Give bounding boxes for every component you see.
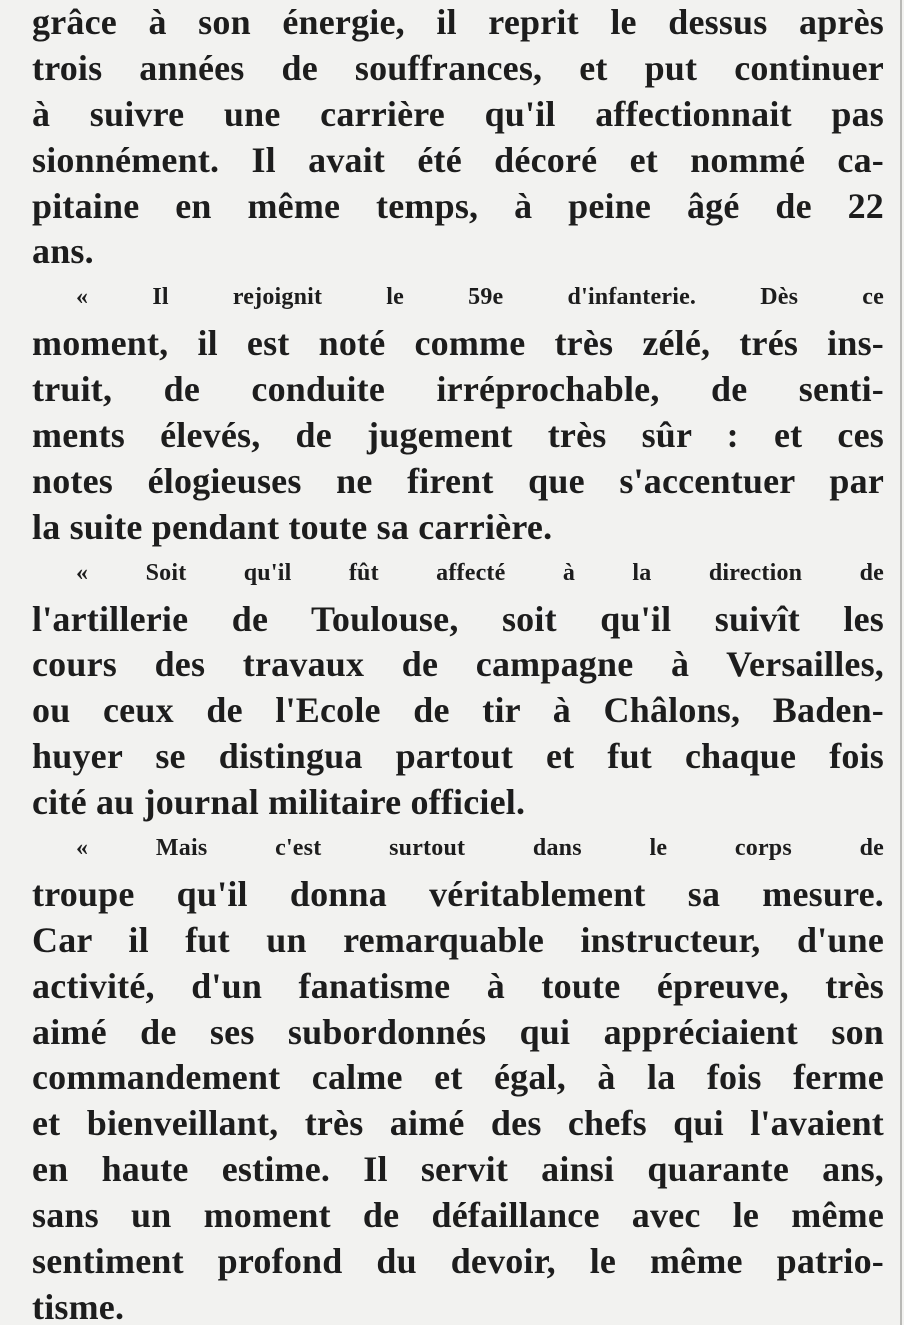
article-line: truit, de conduite irréprochable, de senti-	[32, 369, 884, 410]
article-line: et bienveillant, très aimé des chefs qui l'avaient	[32, 1103, 884, 1144]
article-line: pitaine en même temps, à peine âgé de 22	[32, 185, 884, 226]
article-line: huyer se distingua partout et fut chaque fois	[32, 736, 884, 777]
article-line: sans un moment de défaillance avec le même	[32, 1195, 884, 1236]
article-line: ments élevés, de jugement très sûr : et ces	[32, 415, 884, 456]
article-line: aimé de ses subordonnés qui appréciaient son	[32, 1011, 884, 1052]
article-line: commandement calme et égal, à la fois ferme	[32, 1057, 884, 1098]
article-line: sentiment profond du devoir, le même patrio-	[32, 1241, 884, 1282]
article-line: en haute estime. Il servit ainsi quarante ans,	[32, 1149, 884, 1190]
article-line: l'artillerie de Toulouse, soit qu'il suivît les	[32, 598, 884, 639]
article-line: grâce à son énergie, il reprit le dessus après	[32, 2, 884, 42]
article-line: ou ceux de l'Ecole de tir à Châlons, Baden-	[32, 690, 884, 731]
article-line: cours des travaux de campagne à Versailles,	[32, 644, 884, 685]
article-line: sionnément. Il avait été décoré et nommé ca-	[32, 139, 884, 180]
article-line: ans.	[32, 231, 94, 272]
column-rule	[900, 0, 902, 1325]
article-line: « Soit qu'il fût affecté à la direction de	[76, 559, 884, 586]
article-line: activité, d'un fanatisme à toute épreuve, très	[32, 965, 884, 1006]
article-line: notes élogieuses ne firent que s'accentuer par	[32, 460, 884, 501]
article-line: la suite pendant toute sa carrière.	[32, 506, 553, 547]
article-line: Car il fut un remarquable instructeur, d'une	[32, 919, 884, 960]
article-line: trois années de souffrances, et put continuer	[32, 47, 884, 88]
article-line: tisme.	[32, 1286, 125, 1325]
article-line: troupe qu'il donna véritablement sa mesure.	[32, 873, 884, 914]
article-column	[32, 0, 884, 1325]
article-line: « Mais c'est surtout dans le corps de	[76, 835, 884, 862]
article-line: à suivre une carrière qu'il affectionnait pas	[32, 93, 884, 134]
article-line: cité au journal militaire officiel.	[32, 782, 526, 823]
article-line: moment, il est noté comme très zélé, trés ins-	[32, 323, 884, 364]
article-line: « Il rejoignit le 59e d'infanterie. Dès ce	[76, 284, 884, 311]
